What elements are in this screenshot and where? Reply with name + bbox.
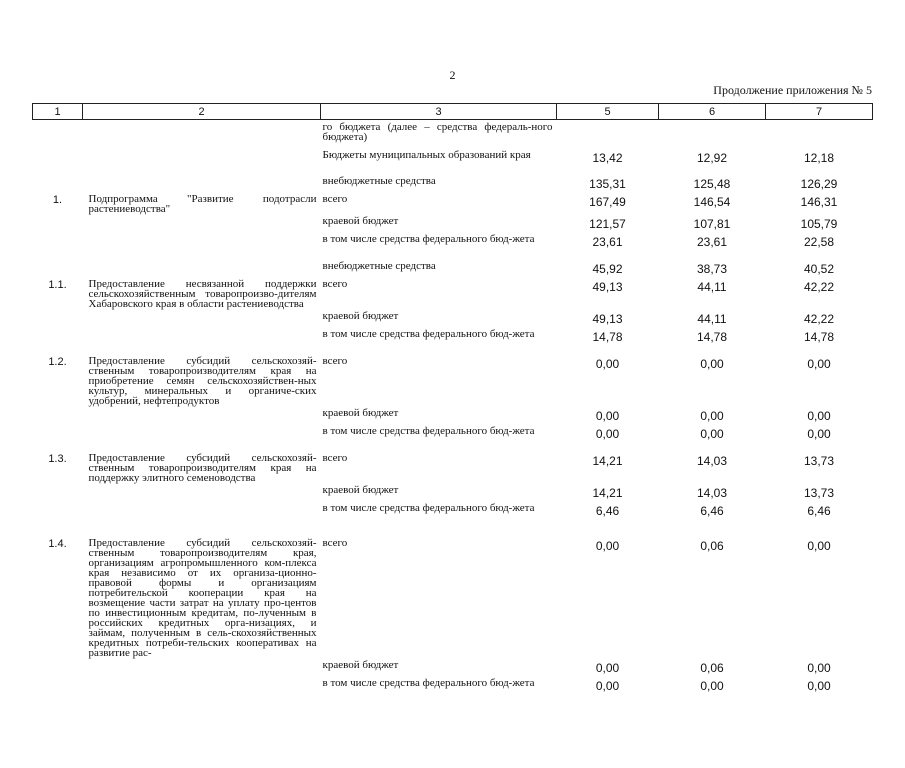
value-col-6: 0,00 [700,408,724,423]
value-col-6: 125,48 [693,176,731,191]
funding-source: краевой бюджет [322,309,399,322]
value-col-7: 13,73 [803,485,835,500]
row-name [83,174,321,192]
header-col-1: 1 [33,104,83,120]
funding-source: го бюджета (далее – средства федераль-ного бюджета) [322,121,553,143]
table-row [33,192,873,214]
funding-source: всего [322,536,348,549]
row-name [83,232,321,259]
funding-source: краевой бюджет [322,658,399,671]
value-col-5: 167,49 [589,194,626,209]
value-col-6 [659,120,766,148]
value-col-5: 14,78 [592,329,623,344]
value-col-5: 135,31 [589,176,626,191]
table-row [33,214,873,232]
row-name [83,214,321,232]
value-col-5: 13,42 [592,150,623,165]
table-row [33,148,873,174]
value-col-6: 0,00 [700,356,724,371]
continuation-label: Продолжение приложения № 5 [713,83,872,97]
value-col-5: 0,00 [595,660,620,675]
row-number [33,658,83,676]
funding-source: в том числе средства федерального бюд-жета [322,327,535,340]
table-row [33,406,873,424]
row-name: Предоставление субсидий сельскохозяй-ственным товаропроизводителям края на приобретение семян сельскохозяйствен-ных культур, минеральных и органиче-ских удобрений, нефтепродуктов [88,354,317,407]
row-number [33,148,83,174]
row-number: 1.3. [48,452,67,465]
value-col-6: 0,06 [700,538,724,553]
funding-source: всего [322,354,348,367]
value-col-6: 38,73 [696,261,728,276]
row-name: Предоставление несвязанной поддержки сельскохозяйственным товаропроизво-дителям Хабаровского края в области растениеводства [88,277,317,310]
table-row [33,277,873,309]
row-name [83,309,321,327]
table-row [33,174,873,192]
row-name [83,259,321,277]
row-name [83,483,321,501]
table-row [33,309,873,327]
row-number: 1. [52,193,63,206]
row-name: Предоставление субсидий сельскохозяй-ственным товаропроизводителям края на поддержку элитного семеноводства [88,451,317,484]
value-col-5: 49,13 [592,311,623,326]
funding-source: в том числе средства федерального бюд-жета [322,232,535,245]
value-col-5: 49,13 [592,279,623,294]
row-number: 1.4. [48,537,67,550]
value-col-7: 0,00 [807,538,831,553]
row-number [33,406,83,424]
table-header [33,104,873,120]
funding-source: в том числе средства федерального бюд-жета [322,501,535,514]
value-col-5: 0,00 [595,678,620,693]
row-name [83,424,321,451]
table-row [33,483,873,501]
value-col-7: 22,58 [803,234,835,249]
row-number: 1.2. [48,355,67,368]
page-number: 2 [449,68,456,82]
header-col-3: 3 [321,104,557,120]
header-col-5: 5 [557,104,659,120]
table-row [33,501,873,536]
value-col-7: 13,73 [803,453,835,468]
table-row [33,451,873,483]
row-number [33,424,83,451]
row-number [33,120,83,148]
row-name: Предоставление субсидий сельскохозяй-ственным товаропроизводителям края, организациям агропромышленного ком-плекса края независимо от их организа-ционно-правовой формы и организациям потребительской кооперации края на возмещение части затрат на уплату про-центов по инвестиционным кредитам, по-лученным в российских кредитных орга-низациях, и займам, полученным в сель-скохозяйственных кредитных потреби-тельских кооперативах на развитие рас- [88,536,317,659]
value-col-7: 42,22 [803,311,835,326]
value-col-5: 0,00 [595,426,620,441]
row-number [33,174,83,192]
funding-source: краевой бюджет [322,406,399,419]
row-number [33,483,83,501]
value-col-7: 14,78 [803,329,835,344]
row-number: 1.1. [48,278,67,291]
funding-source: краевой бюджет [322,483,399,496]
table-row [33,232,873,259]
row-name [83,658,321,676]
value-col-7: 126,29 [800,176,838,191]
funding-source: всего [322,451,348,464]
value-col-7: 105,79 [800,216,838,231]
value-col-7: 40,52 [803,261,835,276]
funding-source: внебюджетные средства [322,259,436,272]
row-name [83,406,321,424]
value-col-7: 0,00 [807,660,831,675]
value-col-5: 45,92 [592,261,623,276]
value-col-5: 0,00 [595,538,620,553]
value-col-6: 14,03 [696,485,728,500]
table-row [33,259,873,277]
value-col-7: 6,46 [807,503,831,518]
table-body [33,120,873,768]
value-col-6: 0,00 [700,426,724,441]
value-col-7 [766,120,873,148]
funding-source: в том числе средства федерального бюд-жета [322,676,535,689]
value-col-6: 14,03 [696,453,728,468]
value-col-5 [557,120,659,148]
table-row [33,120,873,148]
value-col-6: 12,92 [696,150,728,165]
row-number [33,309,83,327]
row-name: Подпрограмма "Развитие подотрасли растениеводства" [88,192,317,215]
value-col-6: 107,81 [693,216,731,231]
funding-source: всего [322,192,348,205]
table-row [33,327,873,354]
value-col-6: 6,46 [700,503,724,518]
row-number [33,327,83,354]
funding-source: в том числе средства федерального бюд-жета [322,424,535,437]
row-number [33,232,83,259]
value-col-7: 146,31 [800,194,838,209]
header-col-2: 2 [83,104,321,120]
value-col-7: 0,00 [807,408,831,423]
value-col-6: 44,11 [697,311,727,326]
table-row [33,676,873,768]
header-col-6: 6 [659,104,766,120]
value-col-6: 23,61 [696,234,728,249]
table-row [33,424,873,451]
row-number [33,259,83,277]
value-col-6: 146,54 [693,194,731,209]
row-number [33,676,83,768]
funding-source: Бюджеты муниципальных образований края [322,148,531,161]
value-col-7: 0,00 [807,678,831,693]
value-col-7: 0,00 [807,426,831,441]
row-number [33,501,83,536]
funding-source: краевой бюджет [322,214,399,227]
header-row [33,104,873,120]
value-col-5: 0,00 [595,408,620,423]
funding-source: всего [322,277,348,290]
table-row [33,354,873,406]
row-name [83,120,321,148]
budget-table [32,103,873,768]
value-col-5: 121,57 [589,216,626,231]
value-col-7: 0,00 [807,356,831,371]
value-col-5: 14,21 [592,485,623,500]
row-name [83,148,321,174]
value-col-6: 14,78 [696,329,728,344]
value-col-6: 0,06 [700,660,724,675]
row-number [33,214,83,232]
value-col-5: 23,61 [592,234,623,249]
value-col-7: 42,22 [803,279,835,294]
row-name [83,327,321,354]
row-name [83,676,321,768]
value-col-5: 0,00 [595,356,620,371]
funding-source: внебюджетные средства [322,174,436,187]
value-col-5: 14,21 [592,453,623,468]
value-col-6: 44,11 [697,279,727,294]
table-row [33,536,873,658]
value-col-5: 6,46 [595,503,620,518]
value-col-6: 0,00 [700,678,724,693]
row-name [83,501,321,536]
table-row [33,658,873,676]
header-col-7: 7 [766,104,873,120]
value-col-7: 12,18 [803,150,835,165]
